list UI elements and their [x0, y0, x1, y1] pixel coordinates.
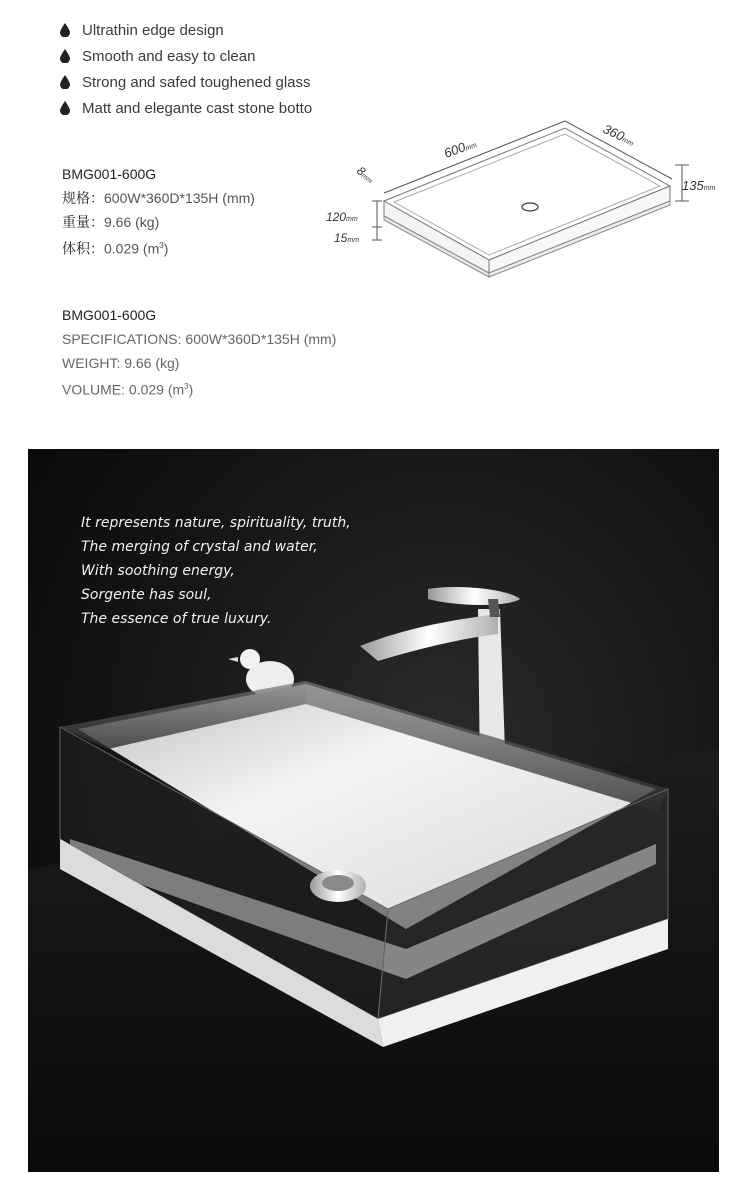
- volume-sup: 3: [159, 241, 164, 250]
- feature-list: [60, 17, 312, 121]
- dim-depth: 360: [600, 121, 627, 144]
- dim-edge-unit: mm: [359, 172, 374, 186]
- volume-row: [62, 234, 255, 261]
- feature-text: Ultrathin edge design: [82, 21, 224, 39]
- dim-base: 15: [334, 231, 348, 245]
- dim-body: 120: [326, 210, 347, 224]
- feature-item: [60, 69, 312, 95]
- spec-block-english: [62, 303, 336, 402]
- water-drop-icon: [60, 101, 70, 115]
- water-drop-icon: [60, 75, 70, 89]
- water-drop-icon: [60, 23, 70, 37]
- svg-text:360mm: [601, 121, 638, 149]
- tagline-line: With soothing energy,: [81, 563, 235, 579]
- dim-base-unit: mm: [347, 237, 360, 244]
- spec-label: 规格：: [62, 190, 104, 206]
- volume-value: 0.029 (m: [104, 240, 160, 257]
- dim-depth-unit: mm: [620, 136, 635, 148]
- feature-item: [60, 17, 312, 43]
- svg-text:600mm: [442, 135, 479, 161]
- model-number: BMG001-600G: [62, 166, 157, 182]
- weight-row: [62, 210, 255, 234]
- svg-text:8mm: [354, 164, 377, 187]
- svg-text:15mm: [334, 231, 359, 245]
- dim-width-unit: mm: [464, 141, 479, 153]
- product-photo: [28, 449, 719, 1172]
- volume-row: [62, 375, 336, 402]
- feature-text: Strong and safed toughened glass: [82, 73, 311, 91]
- volume-sup: 3: [184, 382, 189, 391]
- spec-block-chinese: [62, 162, 255, 261]
- model-number: BMG001-600G: [62, 307, 157, 323]
- tagline-line: The merging of crystal and water,: [81, 539, 318, 555]
- weight-value: 9.66 (kg): [104, 214, 160, 230]
- tagline-line: The essence of true luxury.: [81, 611, 272, 627]
- dim-height: 135: [682, 178, 704, 193]
- dim-body-unit: mm: [346, 216, 358, 223]
- tagline-line: Sorgente has soul,: [81, 587, 212, 603]
- weight-label: 重量：: [62, 214, 104, 230]
- volume-label: 体积：: [62, 240, 104, 257]
- water-drop-icon: [60, 49, 70, 63]
- dimension-diagram: [320, 115, 740, 280]
- volume-end: ): [188, 381, 194, 398]
- spec-value: 600W*360D*135H (mm): [104, 190, 255, 206]
- dim-width: 600: [441, 139, 468, 161]
- volume-end: ): [163, 240, 169, 257]
- feature-text: Smooth and easy to clean: [82, 47, 256, 65]
- feature-text: Matt and elegante cast stone botto: [82, 99, 313, 117]
- tagline: [81, 511, 351, 631]
- tagline-line: It represents nature, spirituality, truth,: [81, 515, 351, 531]
- feature-item: [60, 95, 312, 121]
- spec-row: SPECIFICATIONS: 600W*360D*135H (mm): [62, 331, 337, 347]
- weight-row: WEIGHT: 9.66 (kg): [62, 355, 180, 371]
- spec-row: [62, 186, 255, 210]
- dim-height-unit: mm: [703, 185, 716, 192]
- svg-text:135mm: [682, 178, 716, 193]
- feature-item: [60, 43, 312, 69]
- volume-value: VOLUME: 0.029 (m: [62, 381, 185, 398]
- svg-text:120mm: [326, 210, 358, 224]
- dim-edge: 8: [354, 163, 369, 179]
